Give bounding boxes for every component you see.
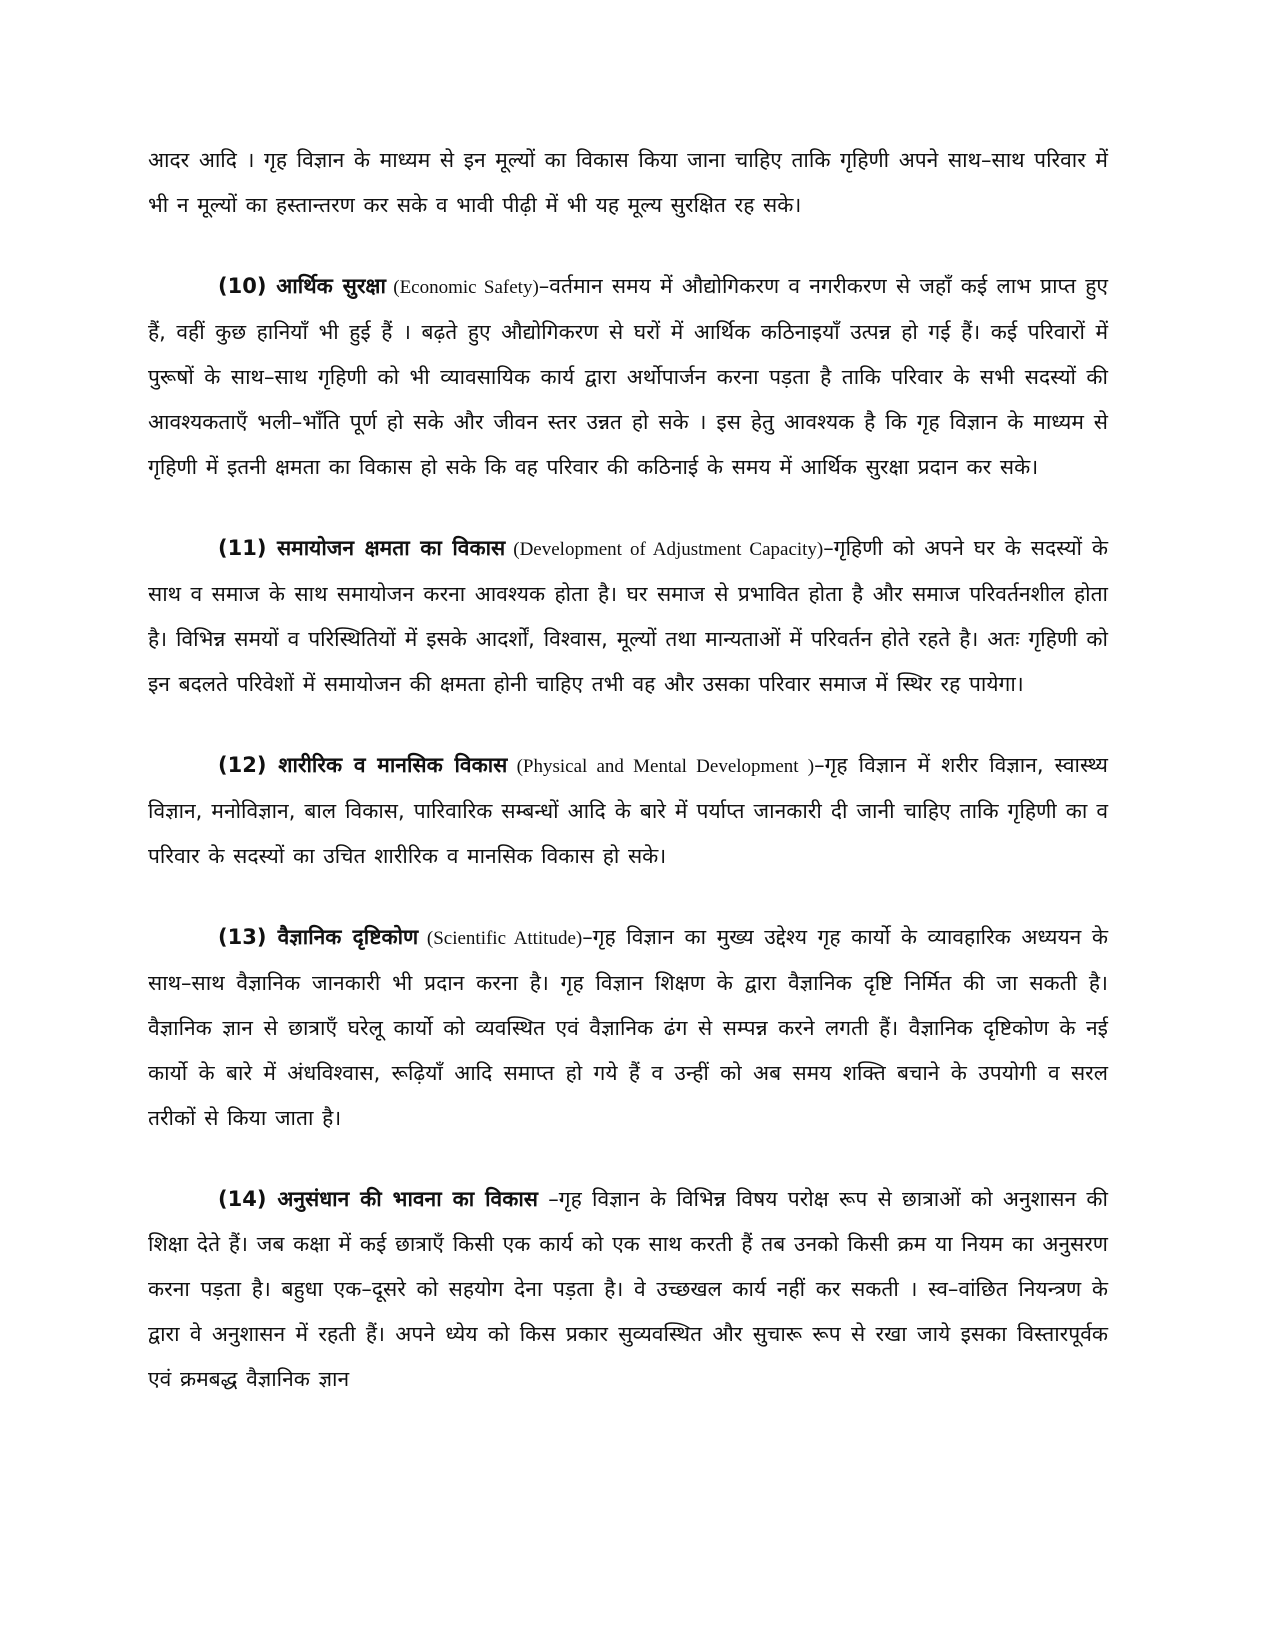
paragraph-text: –गृह विज्ञान के विभिन्न विषय परोक्ष रूप से छात्राओं को अनुशासन की शिक्षा देते हैं। जब कक्षा में कई छात्राएँ किसी एक कार्य को एक साथ करती हैं तब उनको किसी क्रम या नियम का अनुसरण करना पड़ता है। बहुधा एक–दूसरे को सहयोग देना पड़ता है। वे उच्छखल कार्य नहीं कर सकती । स्व–वांछित नियन्त्रण के द्वारा वे अनुशासन में रहती हैं। अपने ध्येय को किस प्रकार सुव्यवस्थित और सुचारू रूप से रखा जाये इसका विस्तारपूर्वक एवं क्रमबद्ध वैज्ञानिक ज्ञान bbox=[148, 1187, 1108, 1391]
paragraph-text: –गृहिणी को अपने घर के सदस्यों के साथ व समाज के साथ समायोजन करना आवश्यक होता है। घर समाज से प्रभावित होता है और समाज परिवर्तनशील होता है। विभिन्न समयों व परिस्थितियों में इसके आदर्शों, विश्वास, मूल्यों तथा मान्यताओं में परिवर्तन होते रहते है। अतः गृहिणी को इन बदलते परिवेशों में समायोजन की क्षमता होनी चाहिए तभी वह और उसका परिवार समाज में स्थिर रह पायेगा। bbox=[148, 536, 1109, 696]
paragraph-scientific-attitude bbox=[148, 915, 1108, 1141]
paragraph-adjustment-capacity bbox=[148, 526, 1108, 707]
section-heading: (11) समायोजन क्षमता का विकास bbox=[218, 536, 506, 560]
english-term: (Economic Safety) bbox=[385, 277, 539, 298]
paragraph-text: –गृह विज्ञान का मुख्य उद्देश्य गृह कार्यो के व्यावहारिक अध्ययन के साथ–साथ वैज्ञानिक जानकारी भी प्रदान करना है। गृह विज्ञान शिक्षण के द्वारा वैज्ञानिक दृष्टि निर्मित की जा सकती है। वैज्ञानिक ज्ञान से छात्राएँ घरेलू कार्यो को व्यवस्थित एवं वैज्ञानिक ढंग से सम्पन्न करने लगती हैं। वैज्ञानिक दृष्टिकोण के नई कार्यो के बारे में अंधविश्वास, रूढ़ियाँ आदि समाप्त हो गये हैं व उन्हीं को अब समय शक्ति बचाने के उपयोगी व सरल तरीकों से किया जाता है। bbox=[148, 925, 1109, 1130]
section-heading: (14) अनुसंधान की भावना का विकास bbox=[218, 1187, 538, 1211]
paragraph-text: –गृह विज्ञान में शरीर विज्ञान, स्वास्थ्य विज्ञान, मनोविज्ञान, बाल विकास, पारिवारिक सम्बन्धों आदि के बारे में पर्याप्त जानकारी दी जानी चाहिए ताकि गृहिणी का व परिवार के सदस्यों का उचित शारीरिक व मानसिक विकास हो सके। bbox=[148, 753, 1108, 868]
document-page bbox=[148, 138, 1108, 1402]
paragraph-economic-safety bbox=[148, 264, 1108, 490]
paragraph-continuation bbox=[148, 138, 1108, 228]
section-heading: (12) शारीरिक व मानसिक विकास bbox=[218, 753, 508, 777]
section-heading: (10) आर्थिक सुरक्षा bbox=[218, 274, 386, 298]
english-term: (Physical and Mental Development ) bbox=[507, 756, 815, 777]
paragraph-text: –वर्तमान समय में औद्योगिकरण व नगरीकरण से जहाँ कई लाभ प्राप्त हुए हैं, वहीं कुछ हानियाँ भी हुई हैं । बढ़ते हुए औद्योगिकरण से घरों में आर्थिक कठिनाइयाँ उत्पन्न हो गई हैं। कई परिवारों में पुरूषों के साथ–साथ गृहिणी को भी व्यावसायिक कार्य द्वारा अर्थोपार्जन करना पड़ता है ताकि परिवार के सभी सदस्यों की आवश्यकताएँ भली–भाँति पूर्ण हो सके और जीवन स्तर उन्नत हो सके । इस हेतु आवश्यक है कि गृह विज्ञान के माध्यम से गृहिणी में इतनी क्षमता का विकास हो सके कि वह परिवार की कठिनाई के समय में आर्थिक सुरक्षा प्रदान कर सके। bbox=[148, 274, 1109, 479]
english-term: (Development of Adjustment Capacity) bbox=[505, 539, 824, 560]
english-term: (Scientific Attitude) bbox=[418, 928, 583, 949]
paragraph-research-spirit bbox=[148, 1177, 1108, 1402]
paragraph-physical-mental-development bbox=[148, 743, 1108, 879]
paragraph-text: आदर आदि । गृह विज्ञान के माध्यम से इन मूल्यों का विकास किया जाना चाहिए ताकि गृहिणी अपने साथ–साथ परिवार में भी न मूल्यों का हस्तान्तरण कर सके व भावी पीढ़ी में भी यह मूल्य सुरक्षित रह सके। bbox=[148, 148, 1108, 217]
section-heading: (13) वैज्ञानिक दृष्टिकोण bbox=[218, 925, 419, 949]
